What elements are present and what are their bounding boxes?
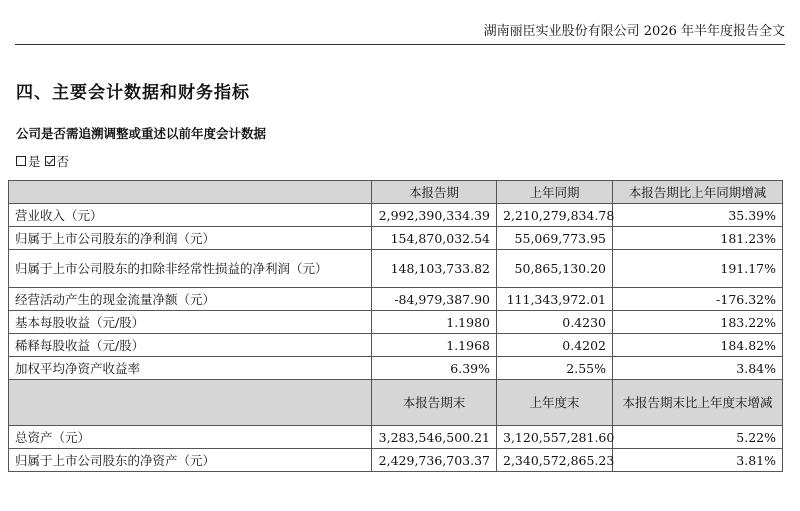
cell-value: 5.22% [613, 426, 783, 449]
section-title: 四、主要会计数据和财务指标 [16, 83, 250, 103]
cell-value: 6.39% [372, 357, 497, 380]
table-row [9, 449, 783, 472]
cell-value: 3.84% [613, 357, 783, 380]
table-row [9, 426, 783, 449]
restatement-question: 公司是否需追溯调整或重述以前年度会计数据 [16, 126, 267, 141]
row-label: 归属于上市公司股东的净利润（元） [9, 227, 372, 250]
table-row [9, 227, 783, 250]
table-header-row [9, 380, 783, 426]
cell-value: 0.4230 [497, 311, 613, 334]
header-cell: 本报告期末比上年度末增减 [613, 380, 783, 426]
financial-data-table [8, 180, 783, 472]
cell-value: 1.1980 [372, 311, 497, 334]
checkbox-yes[interactable] [16, 156, 26, 166]
row-label: 归属于上市公司股东的扣除非经常性损益的净利润（元） [9, 250, 372, 288]
cell-value: 111,343,972.01 [497, 288, 613, 311]
cell-value: 181.23% [613, 227, 783, 250]
cell-value: 183.22% [613, 311, 783, 334]
row-label: 加权平均净资产收益率 [9, 357, 372, 380]
table-row [9, 250, 783, 288]
cell-value: 148,103,733.82 [372, 250, 497, 288]
cell-value: 2,429,736,703.37 [372, 449, 497, 472]
report-title: 湖南丽臣实业股份有限公司 2026 年半年度报告全文 [483, 24, 785, 39]
cell-value: 2,992,390,334.39 [372, 204, 497, 227]
table-row [9, 357, 783, 380]
header-cell: 上年度末 [497, 380, 613, 426]
cell-value: -84,979,387.90 [372, 288, 497, 311]
cell-value: 1.1968 [372, 334, 497, 357]
cell-value: 3,283,546,500.21 [372, 426, 497, 449]
checkbox-no[interactable] [45, 156, 55, 166]
page-header [0, 0, 800, 40]
row-label: 总资产（元） [9, 426, 372, 449]
header-divider [15, 44, 785, 45]
table-header-row [9, 181, 783, 204]
cell-value: 3,120,557,281.60 [497, 426, 613, 449]
row-label: 归属于上市公司股东的净资产（元） [9, 449, 372, 472]
cell-value: 35.39% [613, 204, 783, 227]
cell-value: 2,210,279,834.78 [497, 204, 613, 227]
cell-value: 0.4202 [497, 334, 613, 357]
header-cell: 本报告期 [372, 181, 497, 204]
cell-value: 154,870,032.54 [372, 227, 497, 250]
cell-value: 191.17% [613, 250, 783, 288]
row-label: 营业收入（元） [9, 204, 372, 227]
checkbox-yes-label: 是 [28, 154, 41, 169]
checkbox-no-label: 否 [56, 154, 70, 169]
table-row [9, 204, 783, 227]
cell-value: 184.82% [613, 334, 783, 357]
row-label: 稀释每股收益（元/股） [9, 334, 372, 357]
header-cell: 本报告期比上年同期增减 [613, 181, 783, 204]
cell-value: 2.55% [497, 357, 613, 380]
cell-value: -176.32% [613, 288, 783, 311]
restatement-answer [16, 152, 73, 170]
cell-value: 55,069,773.95 [497, 227, 613, 250]
header-cell [9, 380, 372, 426]
header-cell [9, 181, 372, 204]
header-cell: 上年同期 [497, 181, 613, 204]
table-row [9, 311, 783, 334]
row-label: 基本每股收益（元/股） [9, 311, 372, 334]
cell-value: 50,865,130.20 [497, 250, 613, 288]
table-row [9, 334, 783, 357]
row-label: 经营活动产生的现金流量净额（元） [9, 288, 372, 311]
header-cell: 本报告期末 [372, 380, 497, 426]
cell-value: 2,340,572,865.23 [497, 449, 613, 472]
table-row [9, 288, 783, 311]
cell-value: 3.81% [613, 449, 783, 472]
